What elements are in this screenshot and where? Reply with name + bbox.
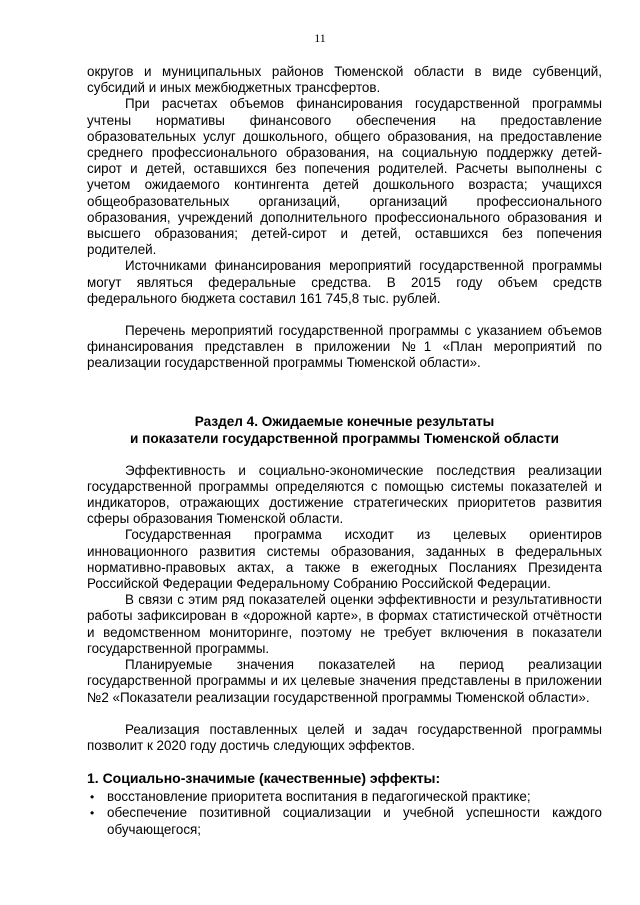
list-item-text: восстановление приоритета воспитания в педагогической практике; <box>107 789 531 805</box>
page-content <box>87 64 602 838</box>
section-title-line-1: Раздел 4. Ожидаемые конечные результаты <box>194 413 495 429</box>
paragraph-program-targets: Государственная программа исходит из целевых ориентиров инновационного развития системы образования, заданных в федеральных нормативно-правовых актах, а также в ежегодных Посланиях Президента Российской Федерации Федеральному Собранию Российской Федерации. <box>87 527 602 592</box>
bullet-icon: • <box>90 790 95 805</box>
effects-heading: 1. Социально-значимые (качественные) эффекты: <box>87 770 441 787</box>
paragraph-subventions: округов и муниципальных районов Тюменской области в виде субвенций, субсидий и иных межбюджетных трансфертов. <box>87 64 602 96</box>
list-item <box>87 789 602 805</box>
paragraph-planned-values: Планируемые значения показателей на период реализации государственной программы и их целевые значения представлены в приложении №2 «Показатели реализации государственной программы Тюменской области». <box>87 657 602 705</box>
paragraph-expected-effects: Реализация поставленных целей и задач государственной программы позволит к 2020 году достичь следующих эффектов. <box>87 721 602 753</box>
effects-list <box>87 789 602 838</box>
paragraph-funding-sources: Источниками финансирования мероприятий государственной программы могут являться федеральные средства. В 2015 году объем средств федерального бюджета составил 161 745,8 тыс. рублей. <box>87 258 602 306</box>
section-title-line-2: и показатели государственной программы Тюменской области <box>130 430 559 446</box>
section-heading <box>87 413 602 447</box>
paragraph-effectiveness: Эффективность и социально-экономические последствия реализации государственной программы определяются с помощью системы показателей и индикаторов, отражающих достижение стратегических приоритетов развития сферы образования Тюменской области. <box>87 462 602 527</box>
list-item-text: обеспечение позитивной социализации и учебной успешности каждого обучающегося; <box>107 805 602 837</box>
bullet-icon: • <box>90 806 95 821</box>
list-item <box>87 805 602 837</box>
paragraph-activities-list: Перечень мероприятий государственной программы с указанием объемов финансирования представлен в приложении №1 «План мероприятий по реализации государственной программы Тюменской области». <box>87 323 602 371</box>
paragraph-road-map: В связи с этим ряд показателей оценки эффективности и результативности работы зафиксирован в «дорожной карте», в формах статистической отчётности и ведомственном мониторинге, поэтому не требует включения в показатели государственной программы. <box>87 592 602 656</box>
page-number: 11 <box>314 31 326 45</box>
paragraph-funding-calculation: При расчетах объемов финансирования государственной программы учтены нормативы финансового обеспечения на предоставление образовательных услуг дошкольного, общего образования, на предоставление среднего профессионального образования, на социальную поддержку детей-сирот и детей, оставшихся без попечения родителей. Расчеты выполнены с учетом ожидаемого контингента детей дошкольного возраста; учащихся общеобразовательных организаций, организаций профессионального образования, учреждений дополнительного профессионального образования и высшего образования; детей-сирот и детей, оставшихся без попечения родителей. <box>87 96 602 258</box>
